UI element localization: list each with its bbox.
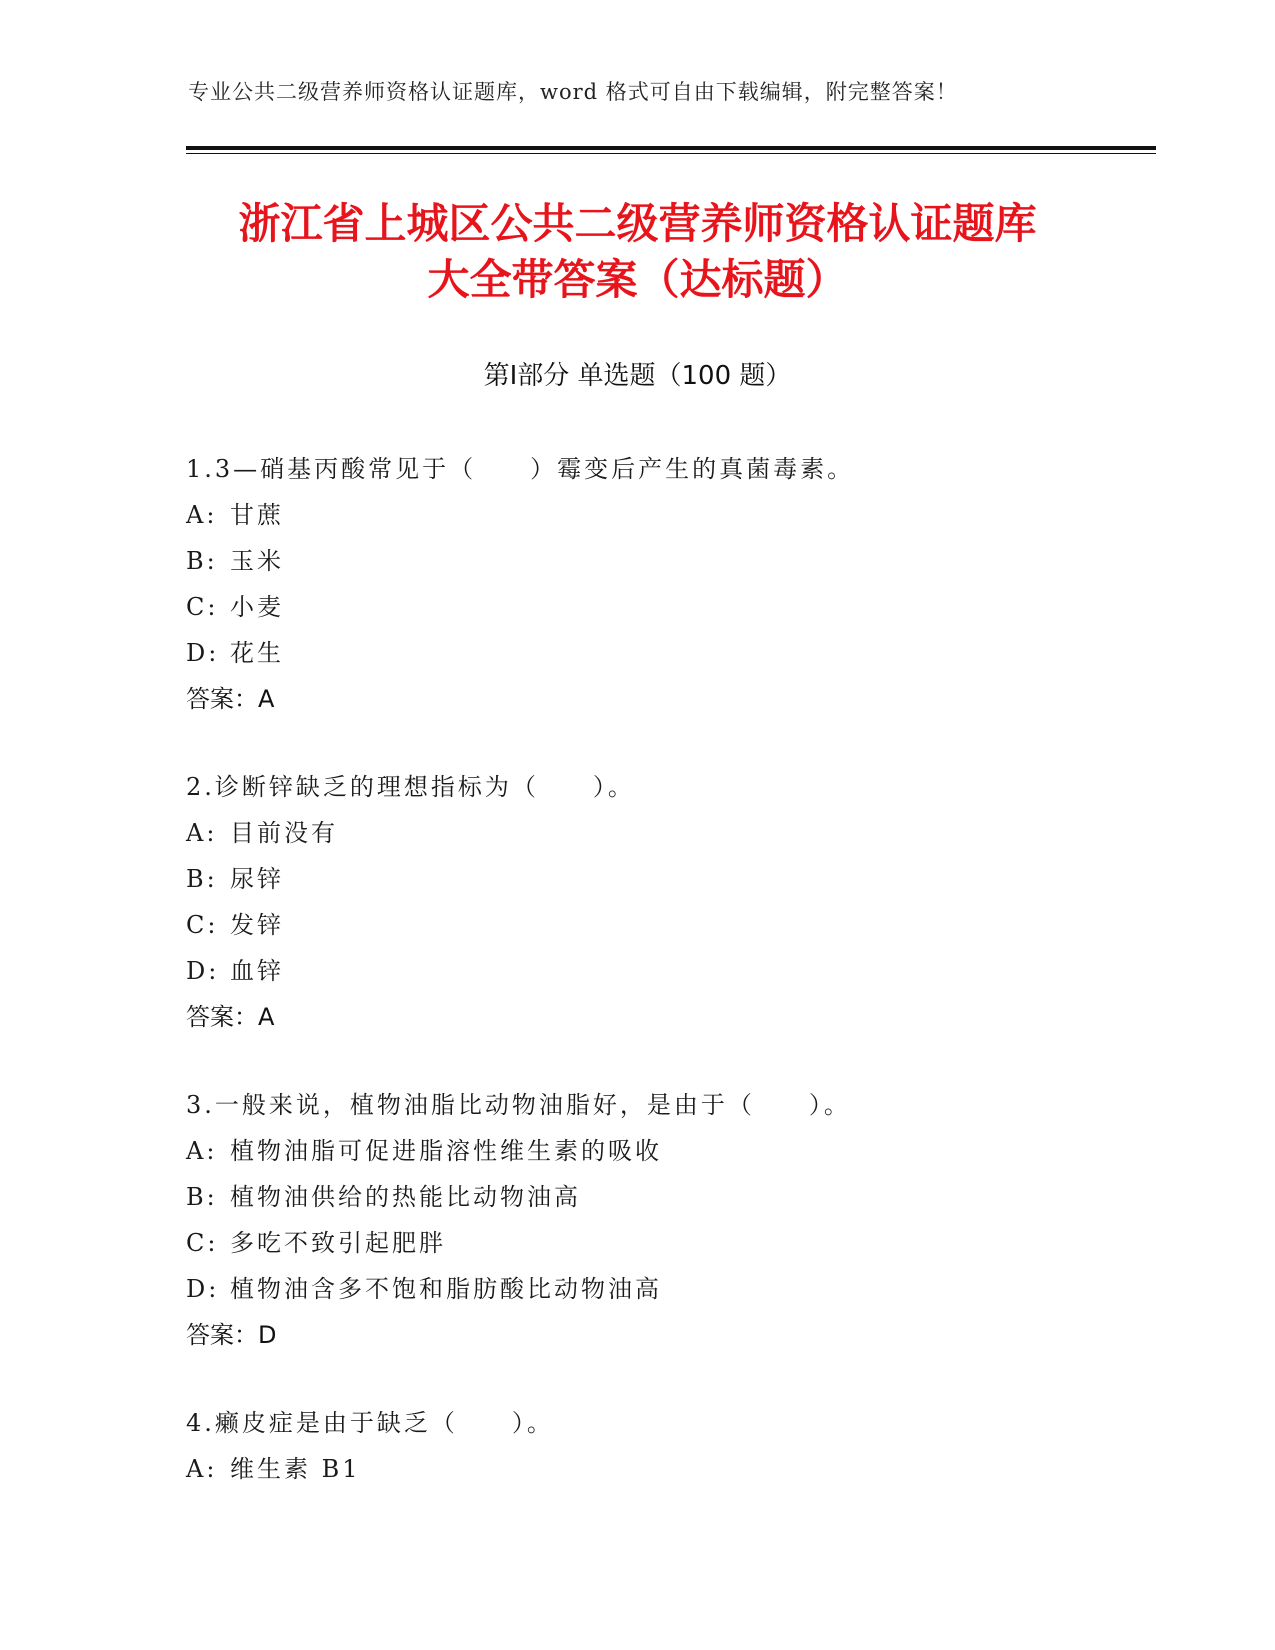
- document-title: [140, 196, 1135, 308]
- option-letter: D:: [186, 1275, 220, 1303]
- question-stem: 3.一般来说，植物油脂比动物油脂好，是由于（ ）。: [186, 1091, 851, 1119]
- option-letter: A:: [186, 1455, 218, 1483]
- option-letter: C:: [186, 593, 219, 621]
- option-letter: A:: [186, 501, 218, 529]
- document-title-line-1: 浙江省上城区公共二级营养师资格认证题库: [238, 199, 1037, 248]
- option-c: [186, 584, 1146, 630]
- question-item: [186, 446, 1146, 722]
- question-stem: 2.诊断锌缺乏的理想指标为（ ）。: [186, 773, 635, 801]
- option-a: [186, 492, 1146, 538]
- question-item: [186, 764, 1146, 1040]
- option-letter: A:: [186, 819, 218, 847]
- question-list: [186, 446, 1146, 1534]
- question-stem: 4.癞皮症是由于缺乏（ ）。: [186, 1409, 554, 1437]
- answer-line: 答案：A: [186, 685, 275, 713]
- option-letter: C:: [186, 911, 219, 939]
- header-rule-thin: [186, 153, 1156, 154]
- option-c: [186, 902, 1146, 948]
- option-letter: D:: [186, 957, 220, 985]
- header-rule-thick: [186, 146, 1156, 150]
- header-note: 专业公共二级营养师资格认证题库，word 格式可自由下载编辑，附完整答案！: [188, 80, 958, 104]
- option-b: [186, 856, 1146, 902]
- option-b: [186, 1174, 1146, 1220]
- option-d: [186, 948, 1146, 994]
- document-title-line-2: 大全带答案（达标题）: [427, 255, 848, 304]
- option-text: 血锌: [230, 957, 284, 985]
- option-c: [186, 1220, 1146, 1266]
- option-letter: D:: [186, 639, 220, 667]
- question-item: [186, 1400, 1146, 1492]
- option-text: 植物油含多不饱和脂肪酸比动物油高: [230, 1275, 662, 1303]
- option-letter: B:: [186, 1183, 218, 1211]
- option-text: 花生: [230, 639, 284, 667]
- option-b: [186, 538, 1146, 584]
- option-text: 发锌: [230, 911, 284, 939]
- question-stem: 1.3—硝基丙酸常见于（ ）霉变后产生的真菌毒素。: [186, 455, 855, 483]
- section-title: 第Ⅰ部分 单选题（100 题）: [483, 361, 792, 391]
- option-letter: A:: [186, 1137, 218, 1165]
- option-text: 维生素 B1: [230, 1455, 361, 1483]
- option-letter: C:: [186, 1229, 219, 1257]
- option-text: 小麦: [230, 593, 284, 621]
- question-item: [186, 1082, 1146, 1358]
- option-letter: B:: [186, 547, 218, 575]
- option-text: 玉米: [230, 547, 284, 575]
- option-text: 植物油脂可促进脂溶性维生素的吸收: [230, 1137, 662, 1165]
- option-d: [186, 1266, 1146, 1312]
- option-text: 甘蔗: [230, 501, 284, 529]
- option-a: [186, 810, 1146, 856]
- option-text: 目前没有: [230, 819, 338, 847]
- option-letter: B:: [186, 865, 218, 893]
- answer-line: 答案：A: [186, 1003, 275, 1031]
- option-d: [186, 630, 1146, 676]
- answer-line: 答案：D: [186, 1321, 277, 1349]
- option-text: 尿锌: [230, 865, 284, 893]
- option-text: 植物油供给的热能比动物油高: [230, 1183, 581, 1211]
- option-a: [186, 1128, 1146, 1174]
- option-text: 多吃不致引起肥胖: [230, 1229, 446, 1257]
- option-a: [186, 1446, 1146, 1492]
